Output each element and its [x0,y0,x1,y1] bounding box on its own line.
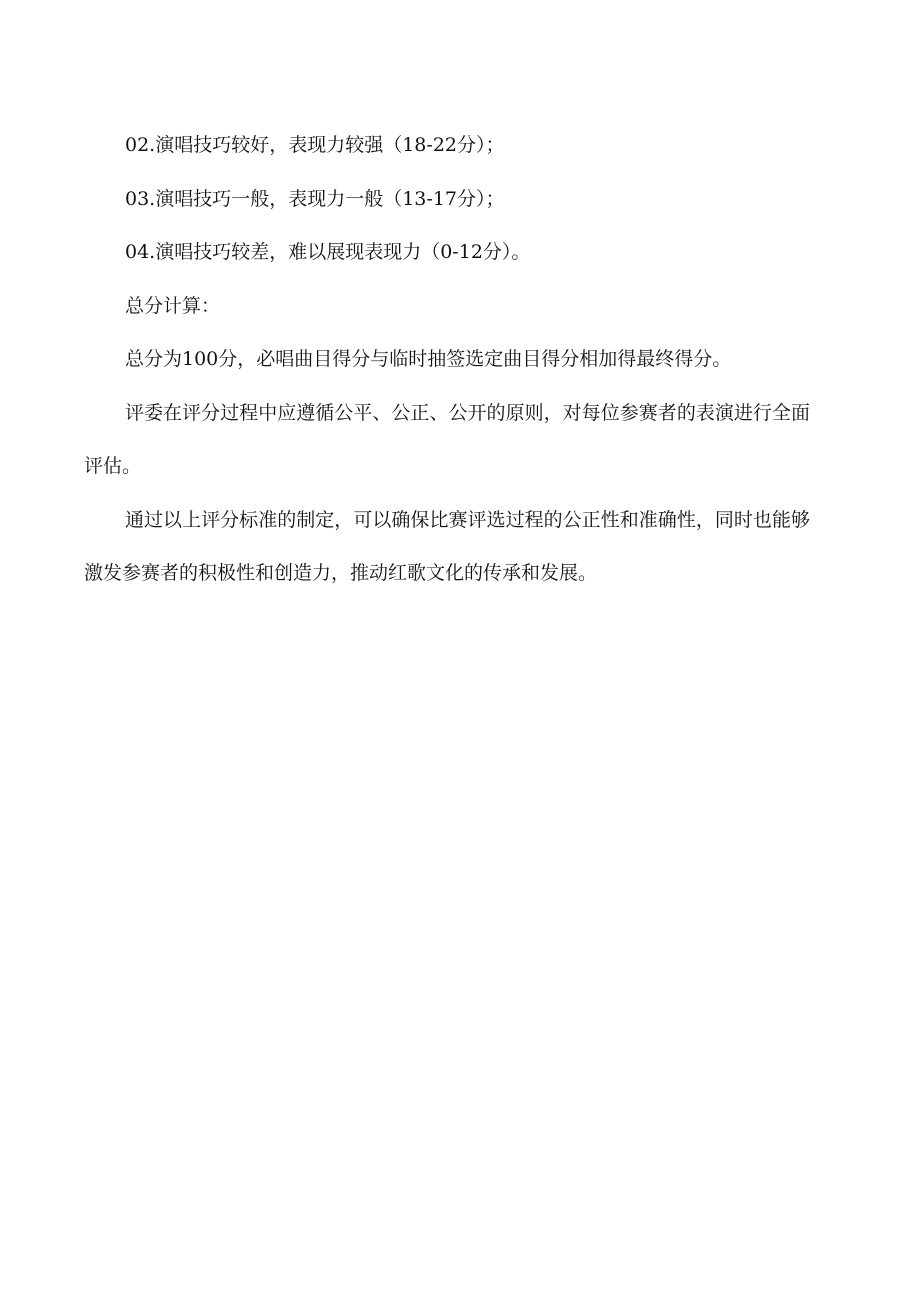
paragraph-conclusion: 通过以上评分标准的制定，可以确保比赛评选过程的公正性和准确性，同时也能够激发参赛者的积极性和创造力，推动红歌文化的传承和发展。 [84,508,810,584]
criteria-item-03: 03.演唱技巧一般，表现力一般（13-17分）； [125,187,505,210]
document-body [84,119,810,601]
section-heading-total-score: 总分计算： [125,294,221,317]
paragraph-judging-principles: 评委在评分过程中应遵循公平、公正、公开的原则，对每位参赛者的表演进行全面评估。 [84,401,810,477]
criteria-item-02: 02.演唱技巧较好，表现力较强（18-22分）； [125,134,505,156]
paragraph-total-score: 总分为100分，必唱曲目得分与临时抽签选定曲目得分相加得最终得分。 [125,348,732,370]
criteria-item-04: 04.演唱技巧较差，难以展现表现力（0-12分）。 [125,241,531,263]
